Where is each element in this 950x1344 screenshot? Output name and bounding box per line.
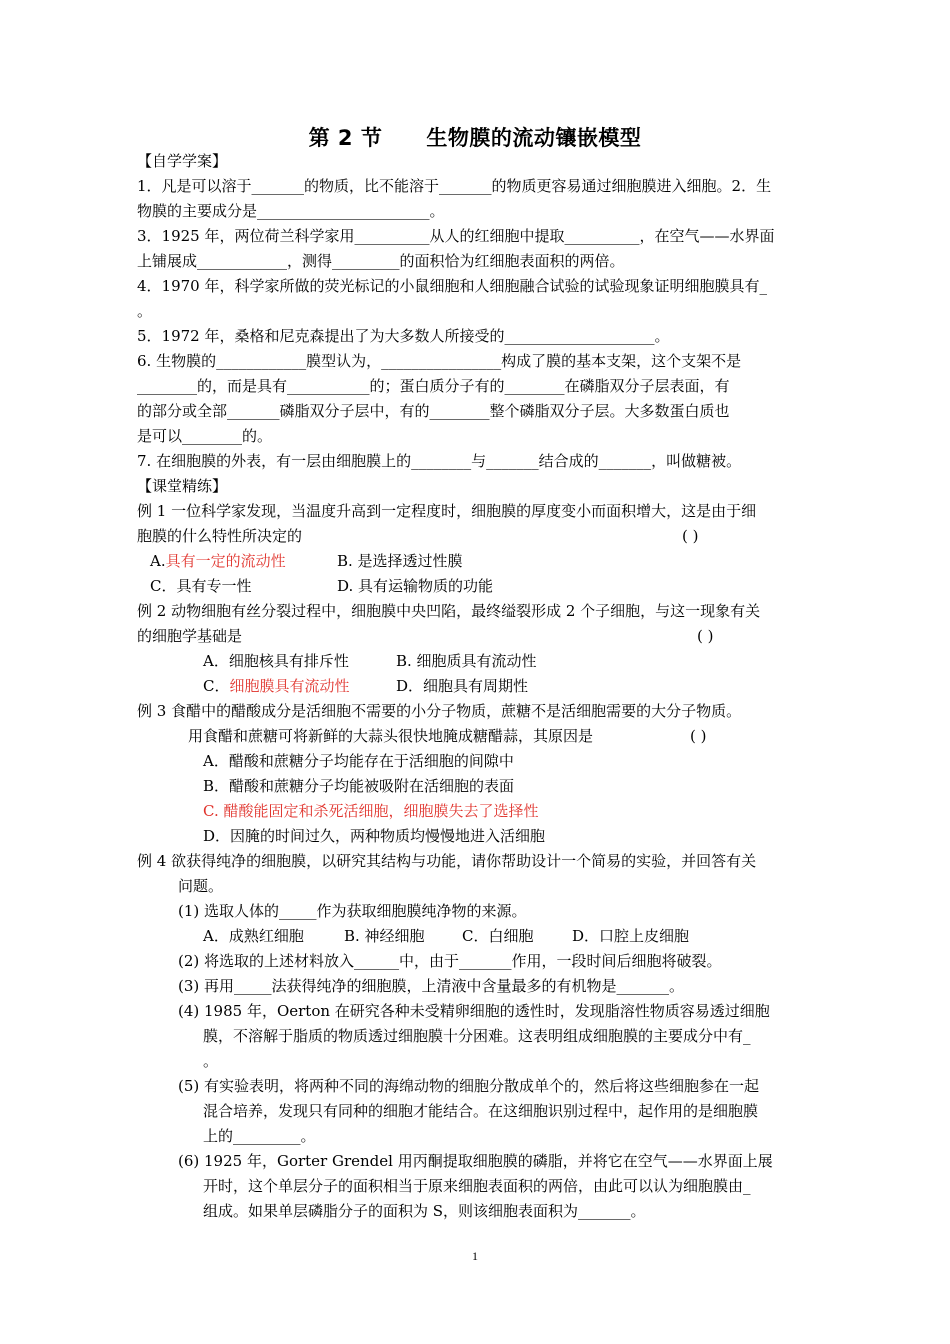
example-4-part-6-line-2: 开时，这个单层分子的面积相当于原来细胞表面积的两倍，由此可以认为细胞膜由_ [203,1177,751,1195]
example-1-option-d: D. 具有运输物质的功能 [337,577,494,595]
example-1-answer-paren: ( ) [682,527,699,545]
example-4-part-4-line-1: (4) 1985 年，Oerton 在研究各种未受精卵细胞的透性时，发现脂溶性物质容易透过细胞 [178,1002,770,1020]
question-5: 5．1972 年，桑格和尼克森提出了为大多数人所接受的____________________。 [137,327,670,345]
question-6-line-2: ________的，而是具有___________的；蛋白质分子有的________在磷脂双分子层表面，有 [137,377,730,395]
question-3-line-2: 上铺展成____________，测得_________的面积恰为红细胞表面积的两倍。 [137,252,625,270]
question-4-line-1: 4．1970 年，科学家所做的荧光标记的小鼠细胞和人细胞融合试验的试验现象证明细胞膜具有_ [137,277,767,295]
question-6-line-3: 的部分或全部_______磷脂双分子层中，有的________整个磷脂双分子层。大多数蛋白质也 [137,402,730,420]
example-2-option-b: B. 细胞质具有流动性 [396,652,537,670]
title-text: 生物膜的流动镶嵌模型 [426,126,642,150]
example-4-part-2: (2) 将选取的上述材料放入______中，由于_______作用，一段时间后细胞将破裂。 [178,952,722,970]
question-4-line-2: 。 [137,302,153,320]
question-1-line-2: 物膜的主要成分是_______________________。 [137,202,445,220]
example-4-line-1: 例 4 欲获得纯净的细胞膜，以研究其结构与功能，请你帮助设计一个简易的实验，并回答有关 [137,852,757,870]
example-2-line-2: 的细胞学基础是 [137,627,243,645]
question-6-line-1: 6. 生物膜的____________膜型认为，________________构成了膜的基本支架，这个支架不是 [137,352,742,370]
example-2-line-1: 例 2 动物细胞有丝分裂过程中，细胞膜中央凹陷，最终缢裂形成 2 个子细胞，与这一现象有关 [137,602,761,620]
page-title [0,122,950,152]
example-4-part-5-line-3: 上的_________。 [203,1127,316,1145]
example-4-part-4-line-3: 。 [203,1052,219,1070]
example-1-line-1: 例 1 一位科学家发现，当温度升高到一定程度时，细胞膜的厚度变小而面积增大，这是由于细 [137,502,757,520]
question-7: 7. 在细胞膜的外表，有一层由细胞膜上的________与_______结合成的_______，叫做糖被。 [137,452,742,470]
example-4-part-5-line-1: (5) 有实验表明，将两种不同的海绵动物的细胞分散成单个的，然后将这些细胞参在一起 [178,1077,760,1095]
example-4-part-6-line-1: (6) 1925 年，Gorter Grendel 用丙酮提取细胞膜的磷脂，并将它在空气——水界面上展 [178,1152,773,1170]
example-1-line-2: 胞膜的什么特性所决定的 [137,527,303,545]
question-1-line-1: 1．凡是可以溶于_______的物质，比不能溶于_______的物质更容易通过细胞膜进入细胞。2．生 [137,177,772,195]
example-3-option-d: D．因腌的时间过久，两种物质均慢慢地进入活细胞 [203,827,546,845]
example-3-option-a: A．醋酸和蔗糖分子均能存在于活细胞的间隙中 [203,752,514,770]
section-heading-practice: 【课堂精练】 [137,477,228,495]
example-3-line-1: 例 3 食醋中的醋酸成分是活细胞不需要的小分子物质，蔗糖不是活细胞需要的大分子物质。 [137,702,742,720]
example-4-part-3: (3) 再用_____法获得纯净的细胞膜，上清液中含量最多的有机物是_______。 [178,977,685,995]
example-2-option-d: D．细胞具有周期性 [396,677,529,695]
example-4-part-1-option-a: A．成熟红细胞 [203,927,304,945]
example-3-option-b: B．醋酸和蔗糖分子均能被吸附在活细胞的表面 [203,777,515,795]
example-2-option-a: A．细胞核具有排斥性 [203,652,349,670]
example-4-part-6-line-3: 组成。如果单层磷脂分子的面积为 S，则该细胞表面积为_______。 [203,1202,646,1220]
example-4-part-1-option-c: C．白细胞 [462,927,534,945]
example-4-part-1: (1) 选取人体的_____作为获取细胞膜纯净物的来源。 [178,902,527,920]
example-4-part-1-option-d: D．口腔上皮细胞 [572,927,690,945]
example-1-option-a: A.具有一定的流动性 [150,552,286,570]
page-number: 1 [472,1249,478,1263]
example-1-option-c: C．具有专一性 [150,577,252,595]
question-6-line-4: 是可以________的。 [137,427,273,445]
example-3-line-2: 用食醋和蔗糖可将新鲜的大蒜头很快地腌成糖醋蒜，其原因是 [188,727,594,745]
example-2-option-c-answer: 细胞膜具有流动性 [229,677,350,695]
example-1-option-a-answer: 具有一定的流动性 [165,552,286,570]
example-3-option-c-answer: C. 醋酸能固定和杀死活细胞，细胞膜失去了选择性 [203,802,539,820]
example-4-part-4-line-2: 膜，不溶解于脂质的物质透过细胞膜十分困难。这表明组成细胞膜的主要成分中有_ [203,1027,751,1045]
section-heading-self-study: 【自学学案】 [137,152,228,170]
example-3-answer-paren: ( ) [690,727,707,745]
title-section-number: 第 2 节 [308,126,383,150]
example-4-line-2: 问题。 [178,877,224,895]
example-4-part-5-line-2: 混合培养，发现只有同种的细胞才能结合。在这细胞识别过程中，起作用的是细胞膜 [203,1102,759,1120]
example-2-option-c: C．细胞膜具有流动性 [203,677,350,695]
question-3-line-1: 3．1925 年，两位荷兰科学家用__________从人的红细胞中提取__________，在空气——水界面 [137,227,775,245]
example-1-option-b: B. 是选择透过性膜 [337,552,463,570]
example-2-answer-paren: ( ) [697,627,714,645]
example-4-part-1-option-b: B. 神经细胞 [344,927,425,945]
